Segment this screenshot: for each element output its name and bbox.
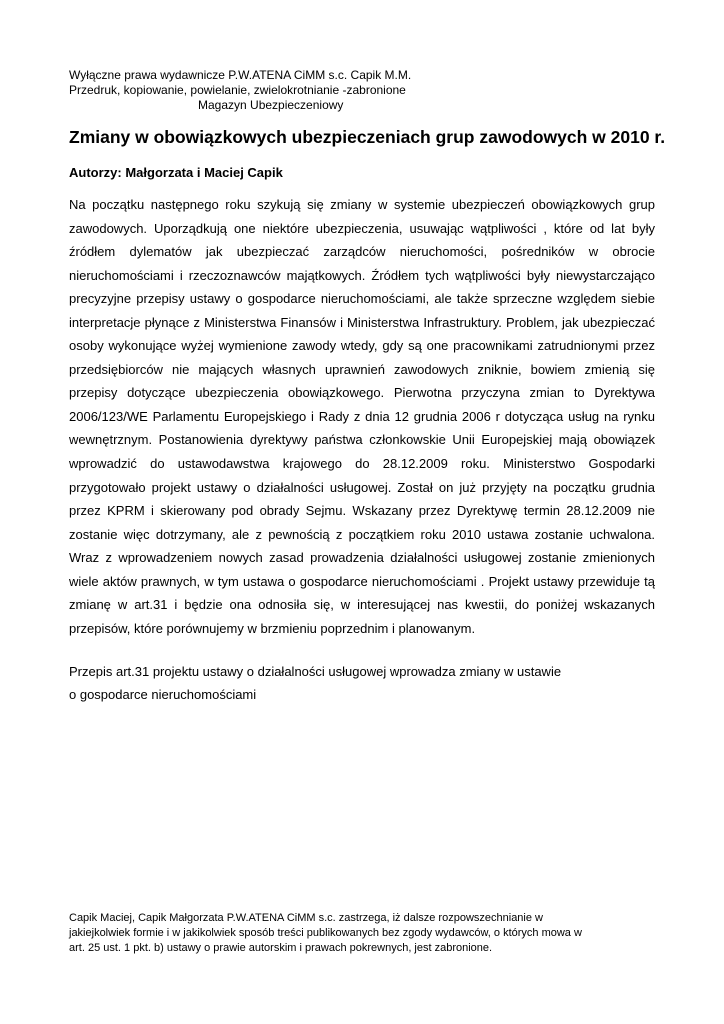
article-authors: Autorzy: Małgorzata i Maciej Capik	[69, 165, 283, 180]
header-line: Wyłączne prawa wydawnicze P.W.ATENA CiMM s.c. Capik M.M.	[69, 68, 412, 82]
publisher-header	[69, 68, 669, 113]
article-body: Na początku następnego roku szykują się zmiany w systemie ubezpieczeń obowiązkowych grup zawodowych. Uporządkują one niektóre ubezpieczenia, usuwając wątpliwości , które od lat były źródłem dylematów jak ubezpieczać zarządców nieruchomości, pośredników w obrocie nieruchomościami i rzeczoznawców majątkowych. Źródłem tych wątpliwości były niewystarczająco precyzyjne przepisy ustawy o gospodarce nieruchomościami, ale także sprzeczne względem siebie interpretacje płynące z Ministerstwa Finansów i Ministerstwa Infrastruktury. Problem, jak ubezpieczać osoby wykonujące wyżej wymienione zawody wtedy, gdy są one pracownikami zatrudnionymi przez przedsiębiorców nie mających własnych uprawnień zawodowych zniknie, bowiem zmienią się przepisy dotyczące ubezpieczenia obowiązkowego. Pierwotna przyczyna zmian to Dyrektywa 2006/123/WE Parlamentu Europejskiego i Rady z dnia 12 grudnia 2006 r dotycząca usług na rynku wewnętrznym. Postanowienia dyrektywy państwa członkowskie Unii Europejskiej mają obowiązek wprowadzić do ustawodawstwa krajowego do 28.12.2009 roku. Ministerstwo Gospodarki przygotowało projekt ustawy o działalności usługowej. Został on już przyjęty na początku grudnia przez KPRM i skierowany pod obrady Sejmu. Wskazany przez Dyrektywę termin 28.12.2009 nie zostanie więc dotrzymany, ale z pewnością z początkiem roku 2010 ustawa zostanie uchwalona. Wraz z wprowadzeniem nowych zasad prowadzenia działalności usługowej zostanie zmienionych wiele aktów prawnych, w tym ustawa o gospodarce nieruchomościami . Projekt ustawy przewiduje tą zmianę w art.31 i będzie ona odnosiła się, w interesującej nas kwestii, do poniżej wskazanych przepisów, które porównujemy w brzmieniu poprzednim i planowanym.	[69, 197, 655, 636]
header-magazine-name: Magazyn Ubezpieczeniowy	[198, 98, 344, 112]
footer-line: art. 25 ust. 1 pkt. b) ustawy o prawie autorskim i prawach pokrewnych, jest zabronione.	[69, 942, 493, 954]
copyright-footer	[69, 911, 669, 956]
header-line: Przedruk, kopiowanie, powielanie, zwielokrotnianie -zabronione	[69, 83, 406, 97]
footer-line: jakiejkolwiek formie i w jakikolwiek sposób treści publikowanych bez zgody wydawców, o których mowa w	[69, 927, 582, 939]
paragraph-line: Przepis art.31 projektu ustawy o działalności usługowej wprowadza zmiany w ustawie	[69, 664, 562, 679]
article-title: Zmiany w obowiązkowych ubezpieczeniach grup zawodowych w 2010 r.	[69, 127, 666, 147]
paragraph-line: o gospodarce nieruchomościami	[69, 687, 257, 702]
footer-line: Capik Maciej, Capik Małgorzata P.W.ATENA CiMM s.c. zastrzega, iż dalsze rozpowszechnianie w	[69, 912, 543, 924]
article-paragraph-2	[69, 660, 669, 706]
